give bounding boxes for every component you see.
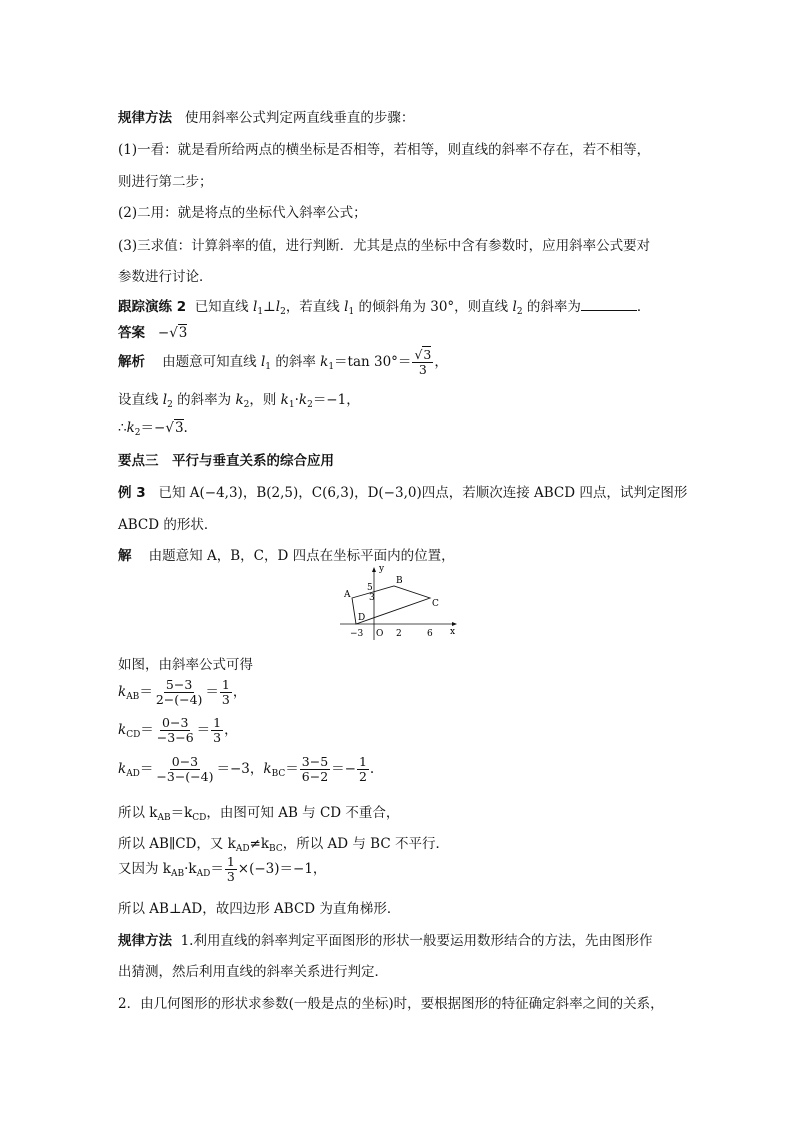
k2-sub-3: 2	[134, 428, 141, 438]
method-intro-text: 使用斜率公式判定两直线垂直的步骤：	[184, 110, 415, 126]
step3-line: (3)三求值：计算斜率的值，进行判断．尤其是点的坐标中含有参数时，应用斜率公式要对	[118, 238, 651, 254]
step1-line: (1)一看：就是看所给两点的横坐标是否相等，若相等，则直线的斜率不存在，若不相等，	[118, 142, 651, 158]
r1-sub2: CD	[192, 813, 207, 823]
kad-value: ＝−3，	[216, 761, 264, 777]
line2c: ，则	[249, 392, 281, 408]
therefore-line: $\therefore k_2=-√3$.	[118, 420, 188, 438]
kab-frac	[154, 678, 205, 707]
kbc-result-den: 2	[358, 769, 367, 784]
step1-cont: 则进行第二步；	[118, 174, 213, 190]
step3-cont: 参数进行讨论．	[118, 269, 213, 285]
method-heading: 规律方法	[118, 110, 172, 126]
l1-sub-2: 1	[348, 307, 355, 317]
answer-blank	[581, 298, 637, 311]
r3-frac-den: 3	[226, 869, 235, 884]
period: .	[183, 420, 188, 436]
r2-sub2: BC	[269, 844, 283, 854]
kab-num: 5−3	[165, 677, 193, 692]
k1-sub-2: 1	[288, 400, 295, 410]
solution-label: 解	[118, 548, 132, 564]
l1-sub-3: 1	[265, 362, 272, 372]
kad-kbc-line: $k_{AD}=$ $\frac{0-3}{-3-(-4)}$ ＝−3，$k_{BC}=$ $\frac{3-5}{6-2}$ ＝− $\frac{1}{2}$ .	[118, 754, 375, 784]
kab-den: 2−(−4)	[155, 692, 203, 707]
l1-symbol-2: l	[344, 299, 349, 315]
x-arrow	[452, 622, 457, 626]
q-mid2: 的倾斜角为 30°，则直线	[354, 299, 513, 315]
kab-result-den: 3	[221, 692, 230, 707]
k2-sub-2: 2	[307, 400, 313, 410]
kab-line: $k_{AB}=$ $\frac{5-3}{2-(-4)}$ ＝ $\frac{1}{3}$ ，	[118, 677, 247, 707]
k-symbol-5: k	[126, 420, 135, 436]
answer-minus: −	[157, 325, 170, 341]
l2-sub: 2	[280, 307, 286, 317]
l1-sub: 1	[257, 307, 264, 317]
analysis-text2: 的斜率	[271, 354, 321, 370]
slope-product-line	[118, 390, 360, 415]
eq-minus: ＝−	[140, 420, 166, 436]
kbc-den: 6−2	[301, 769, 329, 784]
tan-eq: ＝tan 30°＝	[334, 354, 412, 370]
r1: 所以 k	[118, 805, 158, 821]
kbc-frac	[300, 755, 330, 784]
coordinate-figure	[340, 562, 460, 640]
line2b: 的斜率为	[172, 392, 236, 408]
method2-heading: 规律方法	[118, 933, 172, 949]
kcd-result	[211, 716, 223, 745]
key-point-3-heading: 要点三 平行与垂直关系的综合应用	[118, 453, 334, 469]
solution-text: 由题意知 A，B，C，D 四点在坐标平面内的位置，	[148, 548, 455, 564]
l2-sub-2: 2	[516, 307, 523, 317]
r3-sub2: AD	[196, 869, 211, 879]
one-third	[225, 855, 237, 884]
y-arrow	[372, 567, 376, 572]
kbc-result-num: 1	[358, 754, 367, 769]
step2-line: (2)二用：就是将点的坐标代入斜率公式；	[118, 205, 367, 221]
kcd-line: $k_{CD}=$ $\frac{0-3}{-3-6}$ ＝ $\frac{1}{3}$ ，	[118, 715, 238, 745]
line2a: 设直线	[118, 392, 163, 408]
example3-question	[118, 483, 687, 503]
q-tail: ．	[636, 299, 651, 315]
k-symbol: k	[320, 354, 329, 370]
analysis-text: 由题意可知直线	[162, 354, 261, 370]
k-symbol-3: k	[280, 392, 289, 408]
kbc-num: 3−5	[301, 754, 329, 769]
tick-6: 6	[427, 629, 433, 639]
l1-symbol: l	[252, 299, 258, 315]
example3-q1: 已知 A(−4,3)，B(2,5)，C(6,3)，D(−3,0)四点，若顺次连接 ABCD 四点，试判定图形	[158, 485, 688, 501]
r3b: ·k	[184, 861, 197, 877]
l2-symbol-3: l	[162, 392, 168, 408]
dot: ·	[294, 392, 299, 408]
exercise2-heading: 跟踪演练 2	[118, 299, 187, 315]
l2-symbol-2: l	[512, 299, 517, 315]
analysis-line	[118, 346, 448, 383]
q-mid: ，若直线	[285, 299, 345, 315]
label-o: O	[376, 629, 384, 639]
comma: ，	[434, 354, 448, 370]
r1-sub1: AB	[157, 813, 171, 823]
therefore: ∴	[118, 420, 127, 436]
k-symbol-4: k	[298, 392, 308, 408]
r3c: ＝	[210, 861, 224, 877]
tick-3: 3	[369, 593, 375, 603]
radicand: 3	[174, 420, 184, 436]
k-symbol-2: k	[235, 392, 244, 408]
slope-formula-intro: 如图，由斜率公式可得	[118, 657, 253, 673]
method2-line-2: 出猜测，然后利用直线的斜率关系进行判定．	[118, 964, 388, 980]
method2-p1a: 1.利用直线的斜率判定平面图形的形状一般要运用数形结合的方法，先由图形作	[180, 933, 653, 949]
kad-den: −3−(−4)	[156, 769, 214, 784]
k2-sub: 2	[243, 400, 250, 410]
l2-sub-3: 2	[167, 400, 173, 410]
r3-frac-num: 1	[226, 854, 235, 869]
kcd-num: 0−3	[162, 715, 189, 730]
frac-den: 3	[418, 362, 427, 377]
r2-sub1: AD	[235, 844, 250, 854]
r2b: ≠k	[249, 836, 270, 852]
tick-2: 2	[396, 629, 402, 639]
y-label: y	[379, 564, 385, 574]
kbc-result	[357, 755, 369, 784]
figure-svg	[340, 562, 460, 640]
r2: 所以 AB∥CD，又 k	[118, 836, 236, 852]
kcd-frac	[155, 716, 196, 745]
r3: 又因为 k	[118, 861, 171, 877]
answer-line	[118, 323, 187, 343]
x-label: x	[450, 627, 456, 637]
conclusion-line: 所以 AB⊥AD，故四边形 ABCD 为直角梯形．	[118, 901, 401, 917]
perp-symbol: ⊥	[263, 299, 276, 315]
kcd-den: −3−6	[156, 730, 194, 745]
frac-num: 3	[423, 347, 432, 362]
label-d: D	[358, 613, 366, 623]
r3d: ×(−3)＝−1，	[237, 861, 327, 877]
tick-neg3: −3	[350, 629, 364, 639]
label-b: B	[396, 576, 403, 586]
tick-5: 5	[367, 583, 373, 593]
sqrt-sign: √	[169, 325, 178, 341]
q-end: 的斜率为	[522, 299, 581, 315]
label-a: A	[344, 590, 351, 600]
line2e: ＝−1，	[312, 392, 360, 408]
k1-sub: 1	[328, 362, 335, 372]
kab-result-num: 1	[221, 677, 230, 692]
r1c: ，由图可知 AB 与 CD 不重合，	[206, 805, 400, 821]
kad-num: 0−3	[171, 754, 199, 769]
method2-line-1	[118, 931, 652, 951]
r3-sub1: AB	[170, 869, 185, 879]
method-intro	[118, 108, 414, 128]
kcd-result-den: 3	[213, 730, 222, 745]
q-pre: 已知直线	[194, 299, 253, 315]
r2c: ，所以 AD 与 BC 不平行．	[282, 836, 449, 852]
l1-symbol-3: l	[260, 354, 266, 370]
label-c: C	[432, 599, 439, 609]
kad-frac	[154, 755, 215, 784]
example3-label: 例 3	[118, 485, 146, 501]
answer-radicand: 3	[178, 325, 188, 341]
example3-q2: ABCD 的形状．	[118, 517, 218, 533]
method2-line-3: 2．由几何图形的形状求参数(一般是点的坐标)时，要根据图形的特征确定斜率之间的关系，	[118, 996, 664, 1012]
kcd-result-num: 1	[213, 715, 222, 730]
sqrt3-over-3: $\frac{√3}{3}$	[414, 347, 432, 377]
kab-result	[220, 678, 232, 707]
result-line-3	[118, 852, 326, 891]
exercise2-question	[118, 297, 650, 322]
answer-label: 答案	[118, 325, 145, 341]
result-line-1	[118, 803, 399, 828]
analysis-label: 解析	[118, 354, 145, 370]
l2-symbol: l	[275, 299, 281, 315]
r1b: ＝k	[170, 805, 193, 821]
